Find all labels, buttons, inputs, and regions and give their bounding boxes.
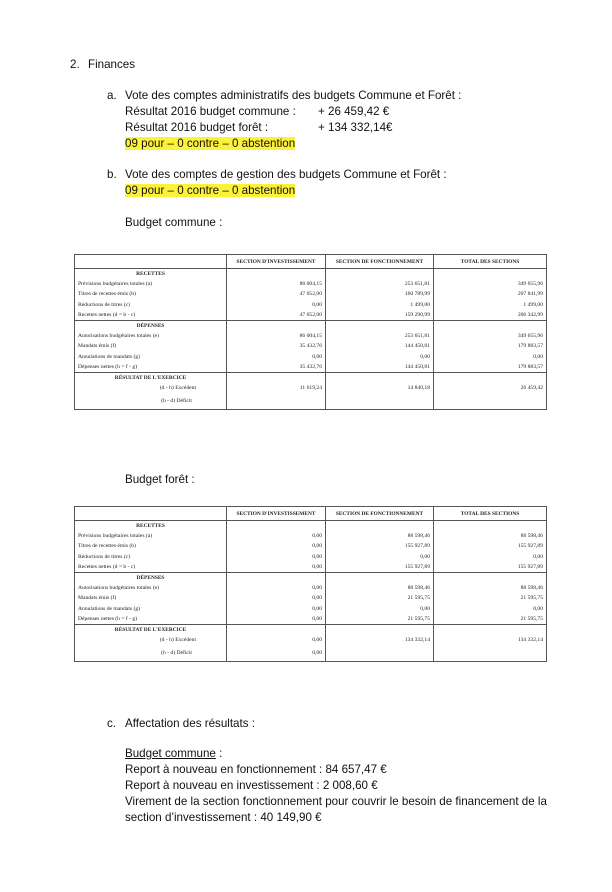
row-label: (h - d) Déficit (75, 393, 227, 409)
cell-fonc: 21 595,75 (326, 593, 434, 603)
result-foret-label: Résultat 2016 budget forêt : (125, 121, 269, 134)
cell-fonc: 0,00 (326, 352, 434, 362)
section-title: Finances (88, 58, 136, 71)
header-total: TOTAL DES SECTIONS (434, 507, 547, 521)
item-a-letter: a. (107, 89, 117, 102)
subheading-suffix: : (215, 747, 223, 760)
budget-foret-table (74, 506, 547, 662)
header-fonctionnement: SECTION DE FONCTIONNEMENT (326, 507, 434, 521)
row-label: Réductions de titres (c) (75, 300, 227, 310)
budget-foret-heading: Budget forêt : (125, 473, 195, 486)
cell-total: 1 499,00 (434, 300, 547, 310)
cell-total: 88 598,46 (434, 531, 547, 541)
cell-fonc: 160 789,99 (326, 289, 434, 299)
row-label: (d - h) Excédent (75, 383, 227, 393)
cell-fonc: 144 450,81 (326, 341, 434, 351)
row-label: Recettes nettes (d = b - c) (75, 310, 227, 321)
cell-inv: 0,00 (227, 604, 326, 614)
cell-inv: 35 432,76 (227, 341, 326, 351)
header-blank (75, 507, 227, 521)
cell-total: 134 332,14 (434, 635, 547, 645)
row-label: Mandats émis (f) (75, 341, 227, 351)
row-label: (h - d) Déficit (75, 645, 227, 661)
cell-fonc: 134 332,14 (326, 635, 434, 645)
cell-inv: 86 004,15 (227, 331, 326, 341)
cell-inv: 0,00 (227, 614, 326, 625)
cell-fonc: 1 499,00 (326, 300, 434, 310)
item-c-title: Affectation des résultats : (125, 717, 255, 730)
cell-inv: 35 432,76 (227, 362, 326, 373)
row-label: Autorisations budgétaires totales (e) (75, 583, 227, 593)
cell-total: 88 598,46 (434, 583, 547, 593)
cell-inv: 0,00 (227, 352, 326, 362)
cell-total: 0,00 (434, 352, 547, 362)
cell-inv: 11 619,24 (227, 383, 326, 393)
item-b-letter: b. (107, 168, 117, 181)
row-label: Dépenses nettes (h = f - g) (75, 614, 227, 625)
cell-fonc: 159 290,99 (326, 310, 434, 321)
item-c-letter: c. (107, 717, 117, 730)
cell-fonc: 253 651,81 (326, 279, 434, 289)
cell-inv: 0,00 (227, 300, 326, 310)
cell-inv: 47 052,00 (227, 289, 326, 299)
cell-inv: 0,00 (227, 635, 326, 645)
cell-inv: 86 004,15 (227, 279, 326, 289)
cell-fonc (326, 393, 434, 409)
row-label: Recettes nettes (d = b - c) (75, 562, 227, 573)
cell-total: 26 459,42 (434, 383, 547, 393)
row-label: Dépenses nettes (h = f - g) (75, 362, 227, 373)
row-label: Titres de recettes émis (b) (75, 541, 227, 551)
row-label: (d - h) Excédent (75, 635, 227, 645)
depenses-title: DÉPENSES (75, 320, 227, 331)
result-commune-value: + 26 459,42 € (318, 105, 390, 118)
report-fonctionnement: Report à nouveau en fonctionnement : 84 657,47 € (125, 763, 387, 776)
row-label: Autorisations budgétaires totales (e) (75, 331, 227, 341)
cell-fonc: 88 598,46 (326, 583, 434, 593)
cell-fonc: 155 927,89 (326, 541, 434, 551)
cell-inv: 0,00 (227, 583, 326, 593)
cell-fonc: 14 840,18 (326, 383, 434, 393)
budget-commune-table (74, 254, 547, 410)
report-investissement: Report à nouveau en investissement : 2 008,60 € (125, 779, 378, 792)
row-label: Annulations de mandats (g) (75, 604, 227, 614)
item-b-title: Vote des comptes de gestion des budgets Commune et Forêt : (125, 168, 447, 181)
cell-inv: 47 052,00 (227, 310, 326, 321)
virement-line: Virement de la section fonctionnement pour couvrir le besoin de financement de la (125, 795, 547, 808)
cell-fonc: 155 927,89 (326, 562, 434, 573)
result-commune-label: Résultat 2016 budget commune : (125, 105, 296, 118)
cell-total (434, 645, 547, 661)
cell-fonc: 0,00 (326, 552, 434, 562)
cell-fonc: 0,00 (326, 604, 434, 614)
cell-total: 21 595,75 (434, 593, 547, 603)
cell-fonc: 253 651,81 (326, 331, 434, 341)
cell-total: 155 927,89 (434, 541, 547, 551)
cell-total: 155 927,89 (434, 562, 547, 573)
cell-inv (227, 393, 326, 409)
header-total: TOTAL DES SECTIONS (434, 255, 547, 269)
cell-total: 179 883,57 (434, 341, 547, 351)
header-investissement: SECTION D'INVESTISSEMENT (227, 507, 326, 521)
budget-commune-heading: Budget commune : (125, 216, 223, 229)
recettes-title: RECETTES (75, 521, 227, 532)
row-label: Prévisions budgétaires totales (a) (75, 279, 227, 289)
cell-total: 179 883,57 (434, 362, 547, 373)
header-fonctionnement: SECTION DE FONCTIONNEMENT (326, 255, 434, 269)
row-label: Titres de recettes émis (b) (75, 289, 227, 299)
cell-fonc: 144 450,81 (326, 362, 434, 373)
cell-inv: 0,00 (227, 531, 326, 541)
virement-line-2: section d’investissement : 40 149,90 € (125, 811, 322, 824)
header-investissement: SECTION D'INVESTISSEMENT (227, 255, 326, 269)
cell-inv: 0,00 (227, 645, 326, 661)
vote-b-highlight: 09 pour – 0 contre – 0 abstention (125, 184, 296, 197)
recettes-title: RECETTES (75, 269, 227, 280)
cell-total: 349 655,96 (434, 331, 547, 341)
cell-total (434, 393, 547, 409)
cell-total: 0,00 (434, 552, 547, 562)
cell-total: 0,00 (434, 604, 547, 614)
cell-inv: 0,00 (227, 541, 326, 551)
vote-a-highlight: 09 pour – 0 contre – 0 abstention (125, 137, 296, 150)
section-number: 2. (70, 58, 80, 71)
cell-total: 207 841,99 (434, 289, 547, 299)
budget-commune-subheading: Budget commune (125, 747, 216, 760)
cell-fonc (326, 645, 434, 661)
item-a-title: Vote des comptes administratifs des budgets Commune et Forêt : (125, 89, 462, 102)
cell-total: 349 655,96 (434, 279, 547, 289)
header-blank (75, 255, 227, 269)
row-label: Réductions de titres (c) (75, 552, 227, 562)
row-label: Prévisions budgétaires totales (a) (75, 531, 227, 541)
cell-fonc: 21 595,75 (326, 614, 434, 625)
cell-inv: 0,00 (227, 593, 326, 603)
row-label: Annulations de mandats (g) (75, 352, 227, 362)
resultat-title: RÉSULTAT DE L'EXERCICE (75, 372, 227, 383)
cell-inv: 0,00 (227, 562, 326, 573)
cell-total: 206 342,99 (434, 310, 547, 321)
result-foret-value: + 134 332,14€ (318, 121, 393, 134)
cell-total: 21 595,75 (434, 614, 547, 625)
row-label: Mandats émis (f) (75, 593, 227, 603)
cell-inv: 0,00 (227, 552, 326, 562)
resultat-title: RÉSULTAT DE L'EXERCICE (75, 624, 227, 635)
cell-fonc: 88 598,46 (326, 531, 434, 541)
depenses-title: DÉPENSES (75, 572, 227, 583)
